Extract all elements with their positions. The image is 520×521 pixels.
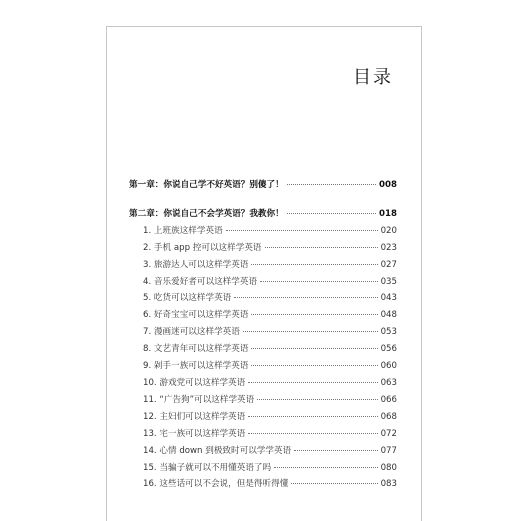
leader-dots (248, 433, 377, 434)
toc-page-number: 066 (380, 394, 397, 405)
toc-entry-text: 12. 主妇们可以这样学英语 (143, 411, 246, 422)
leader-dots (251, 348, 377, 349)
toc-entry-section[interactable] (129, 307, 397, 324)
leader-dots (294, 450, 377, 451)
leader-dots (265, 247, 378, 248)
toc-entry-text: 3. 旅游达人可以这样学英语 (143, 259, 249, 270)
toc-entry-text: 1. 上班族这样学英语 (143, 225, 223, 236)
leader-dots (243, 331, 378, 332)
toc-page-number: 035 (380, 276, 397, 287)
toc-page-number: 027 (380, 259, 397, 270)
toc-entry-text: 7. 漫画迷可以这样学英语 (143, 327, 240, 338)
leader-dots (234, 297, 377, 298)
leader-dots (251, 365, 377, 366)
leader-dots (251, 314, 377, 315)
table-of-contents (129, 177, 397, 493)
toc-page-number: 043 (380, 293, 397, 304)
leader-dots (226, 230, 378, 231)
toc-entry-text: 第二章：你说自己不会学英语？我教你！ (129, 208, 284, 219)
toc-page-number: 077 (380, 445, 397, 456)
toc-entry-section[interactable] (129, 240, 397, 257)
toc-entry-section[interactable] (129, 392, 397, 409)
toc-page-number: 080 (380, 462, 397, 473)
toc-entry-text: 10. 游戏党可以这样学英语 (143, 377, 246, 388)
toc-entry-text: 14. 心情 down 到极致时可以学学英语 (143, 445, 292, 456)
toc-page-number: 068 (380, 411, 397, 422)
toc-entry-section[interactable] (129, 426, 397, 443)
toc-page-number: 020 (380, 225, 397, 236)
toc-entry-section[interactable] (129, 375, 397, 392)
toc-page-number: 083 (380, 479, 397, 490)
toc-entry-section[interactable] (129, 460, 397, 477)
leader-dots (291, 483, 377, 484)
toc-entry-section[interactable] (129, 223, 397, 240)
toc-page-number: 048 (380, 310, 397, 321)
toc-entry-section[interactable] (129, 476, 397, 493)
leader-dots (248, 382, 377, 383)
leader-dots (287, 184, 376, 185)
leader-dots (260, 281, 378, 282)
toc-page-number: 008 (379, 180, 397, 190)
toc-page-number: 060 (380, 361, 397, 372)
leader-dots (287, 213, 376, 214)
toc-entry-text: 15. 当骗子就可以不用懂英语了吗 (143, 462, 272, 473)
toc-entry-section[interactable] (129, 358, 397, 375)
toc-page-number: 018 (379, 208, 397, 219)
toc-entry-section[interactable] (129, 274, 397, 291)
toc-entry-text: 13. 宅一族可以这样学英语 (143, 428, 246, 439)
toc-entry-text: 16. 这些话可以不会说，但是得听得懂 (143, 479, 289, 490)
toc-entry-text: 第一章：你说自己学不好英语？别傻了！ (129, 180, 284, 190)
page-title: 目录 (353, 67, 393, 88)
leader-dots (274, 467, 377, 468)
toc-entry-chapter-2[interactable] (129, 206, 397, 223)
toc-page-number: 072 (380, 428, 397, 439)
toc-entry-text: 6. 好奇宝宝可以这样学英语 (143, 310, 249, 321)
page-margin (0, 0, 100, 520)
toc-entry-chapter-1[interactable] (129, 177, 397, 194)
toc-entry-section[interactable] (129, 409, 397, 426)
toc-entry-section[interactable] (129, 290, 397, 307)
toc-page-number: 056 (380, 344, 397, 355)
leader-dots (248, 416, 377, 417)
leader-dots (251, 264, 377, 265)
toc-entry-text: 5. 吃货可以这样学英语 (143, 293, 232, 304)
toc-entry-section[interactable] (129, 257, 397, 274)
toc-entry-text: 8. 文艺青年可以这样学英语 (143, 344, 249, 355)
toc-entry-text: 4. 音乐爱好者可以这样学英语 (143, 276, 258, 287)
toc-entry-text: 11. “广告狗”可以这样学英语 (143, 394, 255, 405)
toc-entry-text: 9. 剁手一族可以这样学英语 (143, 361, 249, 372)
toc-page-number: 023 (380, 242, 397, 253)
toc-page-number: 063 (380, 377, 397, 388)
book-page (106, 26, 422, 521)
toc-entry-section[interactable] (129, 443, 397, 460)
leader-dots (257, 399, 377, 400)
toc-entry-section[interactable] (129, 324, 397, 341)
toc-page-number: 053 (380, 327, 397, 338)
toc-entry-text: 2. 手机 app 控可以这样学英语 (143, 242, 262, 253)
toc-entry-section[interactable] (129, 341, 397, 358)
